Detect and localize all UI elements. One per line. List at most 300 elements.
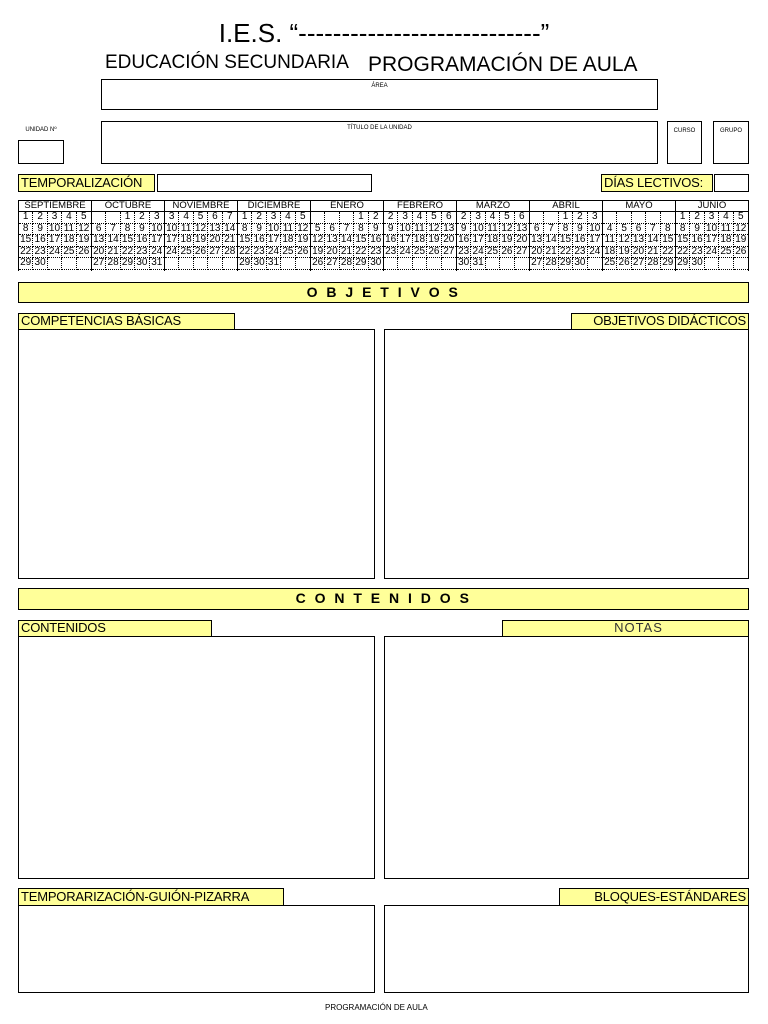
calendar-day: 28: [224, 246, 236, 257]
calendar-month-name: DICIEMBRE: [238, 200, 310, 212]
calendar-day: 16: [370, 235, 382, 246]
calendar-day: 29: [662, 258, 674, 269]
calendar-day: 8: [19, 224, 33, 236]
calendar-day: 18: [62, 235, 76, 247]
calendar-day: 20: [632, 247, 646, 259]
calendar-day: 15: [121, 235, 135, 247]
calendar-day: [632, 212, 646, 224]
calendar-day: [398, 258, 412, 270]
calendar-day: 3: [48, 212, 62, 224]
calendar-day: 3: [165, 212, 179, 224]
calendar-day: 5: [617, 224, 631, 236]
calendar-day: 9: [135, 224, 149, 236]
calendar-day: 27: [530, 258, 544, 270]
grupo-label: GRUPO: [719, 128, 742, 134]
calendar-day: 13: [325, 235, 339, 247]
calendar-month-name: ENERO: [311, 200, 383, 212]
calendar-day: 12: [311, 235, 325, 247]
calendar-day: [544, 212, 558, 224]
competencias-basicas-label: COMPETENCIAS BÁSICAS: [18, 313, 235, 330]
calendar-day: [734, 258, 748, 270]
calendar-day: [296, 258, 310, 270]
calendar-month: [676, 200, 749, 271]
calendar-day: [603, 212, 617, 224]
calendar-day: 14: [224, 223, 236, 234]
calendar-day: 19: [78, 235, 90, 246]
calendar-day: 15: [559, 235, 573, 247]
calendar-day: 23: [384, 247, 398, 259]
calendar-day: 11: [486, 224, 500, 236]
calendar-day: 27: [92, 258, 106, 270]
calendar-day: 17: [398, 235, 412, 247]
calendar-day: 13: [516, 223, 528, 234]
calendar-day: 9: [384, 224, 398, 236]
calendar-day: 18: [281, 235, 295, 247]
calendar-month-name: FEBRERO: [384, 200, 456, 212]
calendar-day: 20: [443, 235, 455, 246]
calendar-day: 2: [369, 212, 383, 224]
calendar-day: 14: [106, 235, 120, 247]
bloques-estandares-area[interactable]: [384, 905, 749, 993]
calendar-month: [530, 200, 603, 271]
calendar-day: 16: [252, 235, 266, 247]
calendar-day: 6: [325, 224, 339, 236]
calendar-day: 26: [311, 258, 325, 270]
calendar-month: [384, 200, 457, 271]
calendar-day: 30: [135, 258, 149, 270]
calendar-day: 22: [121, 247, 135, 259]
calendar-day: [92, 212, 106, 224]
calendar-day: 30: [573, 258, 587, 270]
calendar-day: 21: [106, 247, 120, 259]
calendar-day: 24: [589, 246, 601, 257]
calendar-day: [325, 212, 339, 224]
calendar-day: 26: [735, 246, 747, 257]
calendar-day: 30: [690, 258, 704, 270]
grupo-field[interactable]: [713, 121, 749, 164]
calendar-day: 18: [486, 235, 500, 247]
calendar-day: [62, 258, 76, 270]
calendar-day: 14: [646, 235, 660, 247]
titulo-unidad-field[interactable]: [101, 121, 658, 164]
calendar-day: 23: [690, 247, 704, 259]
calendar-day: 9: [573, 224, 587, 236]
calendar-day: 19: [311, 247, 325, 259]
calendar-days-grid: [384, 212, 456, 270]
calendar-day: 27: [632, 258, 646, 270]
calendar-day: 8: [661, 224, 675, 236]
calendar-day: 15: [662, 235, 674, 246]
calendar-day: 17: [151, 235, 163, 246]
calendar-day: 26: [194, 247, 208, 259]
calendar-day: 1: [676, 212, 690, 224]
calendar-day: 7: [340, 224, 354, 236]
calendar-month: [603, 200, 676, 271]
calendar-day: 6: [208, 212, 222, 224]
calendar-day: 1: [559, 212, 573, 224]
calendar-day: 30: [252, 258, 266, 270]
calendar-day: 26: [427, 247, 441, 259]
objetivos-heading: O B J E T I V O S: [18, 282, 749, 303]
calendar-day: 4: [603, 224, 617, 236]
calendar-day: 31: [471, 258, 485, 270]
calendar-day: 2: [573, 212, 587, 224]
calendar-day: [413, 258, 427, 270]
calendar-day: 8: [354, 224, 368, 236]
calendar-day: [48, 258, 62, 270]
calendar-day: 17: [471, 235, 485, 247]
competencias-basicas-area[interactable]: [18, 329, 375, 579]
calendar-day: 5: [734, 212, 748, 224]
calendar-days-grid: [676, 212, 748, 270]
calendar-day: 23: [573, 247, 587, 259]
notas-label: NOTAS: [502, 620, 749, 637]
calendar-month-name: MAYO: [603, 200, 675, 212]
objetivos-didacticos-area[interactable]: [384, 329, 749, 579]
calendar-day: 20: [516, 235, 528, 246]
calendar-day: 18: [179, 235, 193, 247]
calendar-day: [442, 258, 456, 270]
calendar-day: 2: [384, 212, 398, 224]
calendar-day: 9: [690, 224, 704, 236]
calendar-day: [500, 258, 514, 270]
calendar-day: [646, 212, 660, 224]
calendar-day: [427, 258, 441, 270]
calendar-day: 1: [354, 212, 368, 224]
calendar-day: 18: [719, 235, 733, 247]
calendar-month-name: ABRIL: [530, 200, 602, 212]
calendar-day: 9: [457, 224, 471, 236]
calendar-day: 7: [223, 212, 237, 224]
calendar-day: 20: [325, 247, 339, 259]
calendar-day: 3: [471, 212, 485, 224]
temporarizacion-guion-pizarra-label: TEMPORARIZACIÓN-GUIÓN-PIZARRA: [18, 888, 284, 906]
calendar-day: [223, 258, 237, 270]
calendar-day: 3: [398, 212, 412, 224]
calendar-day: 10: [705, 224, 719, 236]
calendar-day: 27: [325, 258, 339, 270]
calendar-day: 28: [646, 258, 660, 270]
calendar-day: 12: [194, 224, 208, 236]
dias-lectivos-label: DÍAS LECTIVOS:: [601, 174, 713, 192]
calendar-day: [340, 212, 354, 224]
calendar-month-name: MARZO: [457, 200, 529, 212]
calendar-day: [165, 258, 179, 270]
calendar-day: 29: [676, 258, 690, 270]
calendar-day: 26: [617, 258, 631, 270]
calendar-day: 12: [735, 223, 747, 234]
calendar-day: 1: [238, 212, 252, 224]
calendar-days-grid: [457, 212, 529, 270]
calendar-day: 5: [500, 212, 514, 224]
calendar-day: [617, 212, 631, 224]
contenidos-label: CONTENIDOS: [18, 620, 212, 637]
calendar-month: [19, 200, 92, 271]
calendar-day: 22: [238, 247, 252, 259]
calendar-day: [486, 258, 500, 270]
calendar-day: 26: [500, 247, 514, 259]
calendar-day: 10: [151, 223, 163, 234]
objetivos-didacticos-label: OBJETIVOS DIDÁCTICOS: [571, 313, 749, 330]
calendar-day: 19: [297, 235, 309, 246]
calendar-day: 12: [427, 224, 441, 236]
calendar-day: 11: [62, 224, 76, 236]
calendar-day: 16: [33, 235, 47, 247]
calendar-day: 20: [530, 247, 544, 259]
calendar-day: [208, 258, 222, 270]
calendar-days-grid: [311, 212, 383, 270]
calendar-month-name: NOVIEMBRE: [165, 200, 237, 212]
calendar-day: 24: [705, 247, 719, 259]
calendar-days-grid: [19, 212, 91, 270]
calendar-day: 19: [500, 235, 514, 247]
unidad-label: UNIDAD Nº: [25, 127, 57, 133]
calendar-day: 27: [516, 246, 528, 257]
calendar-day: 9: [369, 224, 383, 236]
calendar-day: [719, 258, 733, 270]
calendar-day: 7: [544, 224, 558, 236]
notas-area[interactable]: [384, 636, 749, 879]
calendar-day: 6: [442, 212, 456, 224]
calendar-day: 2: [135, 212, 149, 224]
calendar-day: 17: [705, 235, 719, 247]
calendar-day: 30: [33, 258, 47, 270]
calendar-day: 12: [297, 223, 309, 234]
temporalizacion-field[interactable]: [157, 174, 372, 192]
calendar-day: 10: [589, 223, 601, 234]
calendar-day: 21: [340, 247, 354, 259]
calendar-days-grid: [603, 212, 675, 270]
calendar-days-grid: [165, 212, 237, 270]
calendar-day: 16: [690, 235, 704, 247]
calendar-day: 24: [165, 247, 179, 259]
calendar-day: 22: [676, 247, 690, 259]
calendar-day: 2: [457, 212, 471, 224]
calendar-day: 11: [413, 224, 427, 236]
calendar-day: 18: [603, 247, 617, 259]
calendar-day: 18: [413, 235, 427, 247]
calendar-day: 24: [471, 247, 485, 259]
calendar-day: 10: [471, 224, 485, 236]
calendar-day: 24: [267, 247, 281, 259]
calendar-day: 11: [719, 224, 733, 236]
calendar-day: 2: [252, 212, 266, 224]
calendar-day: [281, 258, 295, 270]
temporalizacion-label: TEMPORALIZACIÓN: [18, 174, 155, 192]
calendar-day: [705, 258, 719, 270]
calendar-day: 29: [559, 258, 573, 270]
calendar-day: [179, 258, 193, 270]
calendar-day: 23: [135, 247, 149, 259]
calendar-day: 14: [544, 235, 558, 247]
calendar-day: 12: [78, 223, 90, 234]
calendar-day: 31: [267, 258, 281, 270]
calendar-day: 28: [340, 258, 354, 270]
calendar-day: 30: [457, 258, 471, 270]
calendar-day: 4: [413, 212, 427, 224]
calendar-day: 12: [500, 224, 514, 236]
calendar-day: [588, 258, 602, 270]
calendar-day: 1: [121, 212, 135, 224]
calendar-day: 11: [179, 224, 193, 236]
calendar-day: 13: [632, 235, 646, 247]
calendar-day: 13: [443, 223, 455, 234]
calendar-day: 16: [457, 235, 471, 247]
calendar-day: 25: [603, 258, 617, 270]
calendar-day: 16: [573, 235, 587, 247]
calendar-month: [457, 200, 530, 271]
school-calendar: [18, 200, 749, 271]
calendar-day: 9: [33, 224, 47, 236]
calendar-day: 26: [78, 246, 90, 257]
calendar-day: 4: [62, 212, 76, 224]
calendar-day: [530, 212, 544, 224]
calendar-day: 20: [92, 247, 106, 259]
calendar-day: 8: [121, 224, 135, 236]
calendar-day: 25: [62, 247, 76, 259]
calendar-day: 29: [19, 258, 33, 270]
calendar-day: 5: [77, 212, 91, 224]
calendar-day: 17: [589, 235, 601, 246]
temporarizacion-guion-pizarra-area[interactable]: [18, 905, 375, 993]
calendar-day: 5: [427, 212, 441, 224]
calendar-day: 29: [354, 258, 368, 270]
calendar-day: 23: [252, 247, 266, 259]
calendar-day: 3: [705, 212, 719, 224]
calendar-day: 23: [370, 246, 382, 257]
contenidos-heading: C O N T E N I D O S: [18, 588, 749, 610]
calendar-day: 25: [281, 247, 295, 259]
calendar-month-name: SEPTIEMBRE: [19, 200, 91, 212]
calendar-month-name: OCTUBRE: [92, 200, 164, 212]
dias-lectivos-field[interactable]: [714, 174, 749, 192]
calendar-day: 19: [194, 235, 208, 247]
calendar-day: 15: [19, 235, 33, 247]
calendar-day: 3: [150, 212, 164, 224]
curso-label: CURSO: [673, 128, 696, 134]
calendar-day: 20: [208, 235, 222, 247]
calendar-day: 26: [297, 246, 309, 257]
calendar-day: [311, 212, 325, 224]
calendar-day: 6: [530, 224, 544, 236]
calendar-day: 15: [354, 235, 368, 247]
calendar-day: 22: [559, 247, 573, 259]
calendar-days-grid: [238, 212, 310, 270]
calendar-day: 10: [48, 224, 62, 236]
calendar-day: 16: [135, 235, 149, 247]
calendar-day: 13: [530, 235, 544, 247]
calendar-month: [311, 200, 384, 271]
calendar-day: 8: [676, 224, 690, 236]
calendar-day: 21: [544, 247, 558, 259]
unidad-field[interactable]: [18, 140, 64, 164]
calendar-day: 4: [179, 212, 193, 224]
calendar-day: 28: [106, 258, 120, 270]
titulo-unidad-label: TÍTULO DE LA UNIDAD: [347, 125, 412, 131]
calendar-day: 3: [588, 212, 602, 224]
calendar-day: 10: [398, 224, 412, 236]
calendar-day: [194, 258, 208, 270]
calendar-day: 11: [603, 235, 617, 247]
calendar-day: 15: [238, 235, 252, 247]
calendar-day: 4: [281, 212, 295, 224]
contenidos-area[interactable]: [18, 636, 375, 879]
education-level: EDUCACIÓN SECUNDARIA: [105, 52, 349, 73]
calendar-day: 15: [676, 235, 690, 247]
calendar-day: 22: [354, 247, 368, 259]
calendar-day: 2: [690, 212, 704, 224]
calendar-day: [106, 212, 120, 224]
calendar-day: 10: [165, 224, 179, 236]
calendar-day: 6: [632, 224, 646, 236]
calendar-day: 11: [281, 224, 295, 236]
calendar-day: 1: [19, 212, 33, 224]
calendar-month-name: JUNIO: [676, 200, 748, 212]
calendar-day: [384, 258, 398, 270]
calendar-day: 19: [427, 235, 441, 247]
calendar-day: 4: [719, 212, 733, 224]
calendar-day: 10: [267, 224, 281, 236]
calendar-day: 24: [398, 247, 412, 259]
calendar-day: 23: [457, 247, 471, 259]
calendar-day: 16: [384, 235, 398, 247]
calendar-day: 22: [662, 246, 674, 257]
calendar-day: 28: [544, 258, 558, 270]
area-field[interactable]: [101, 79, 658, 110]
calendar-day: 23: [33, 247, 47, 259]
school-title: I.E.S. “----------------------------”: [218, 18, 550, 48]
area-label: ÁREA: [371, 83, 388, 89]
calendar-day: 5: [311, 224, 325, 236]
calendar-day: 22: [19, 247, 33, 259]
calendar-days-grid: [92, 212, 164, 270]
calendar-day: 17: [267, 235, 281, 247]
calendar-day: 13: [208, 224, 222, 236]
document-title: PROGRAMACIÓN DE AULA: [368, 53, 638, 76]
bloques-estandares-label: BLOQUES-ESTÁNDARES: [559, 888, 749, 906]
calendar-day: 9: [252, 224, 266, 236]
calendar-day: 31: [151, 258, 163, 269]
calendar-day: 27: [208, 247, 222, 259]
page-footer: PROGRAMACIÓN DE AULA: [325, 1003, 428, 1012]
curso-field[interactable]: [667, 121, 702, 164]
calendar-day: 19: [617, 247, 631, 259]
calendar-day: 25: [179, 247, 193, 259]
calendar-day: 5: [194, 212, 208, 224]
calendar-day: 3: [267, 212, 281, 224]
calendar-day: 2: [33, 212, 47, 224]
calendar-day: [515, 258, 529, 270]
calendar-day: 6: [92, 224, 106, 236]
calendar-day: 5: [296, 212, 310, 224]
calendar-day: 19: [735, 235, 747, 246]
calendar-day: 25: [413, 247, 427, 259]
calendar-day: 29: [121, 258, 135, 270]
calendar-day: 7: [106, 224, 120, 236]
calendar-day: 13: [92, 235, 106, 247]
calendar-day: 24: [151, 246, 163, 257]
calendar-days-grid: [530, 212, 602, 270]
calendar-day: 30: [370, 258, 382, 269]
calendar-day: 24: [48, 247, 62, 259]
calendar-day: 21: [224, 235, 236, 246]
calendar-day: 8: [559, 224, 573, 236]
calendar-month: [92, 200, 165, 271]
calendar-day: 25: [486, 247, 500, 259]
calendar-day: 6: [515, 212, 529, 224]
calendar-day: 14: [340, 235, 354, 247]
calendar-month: [165, 200, 238, 271]
